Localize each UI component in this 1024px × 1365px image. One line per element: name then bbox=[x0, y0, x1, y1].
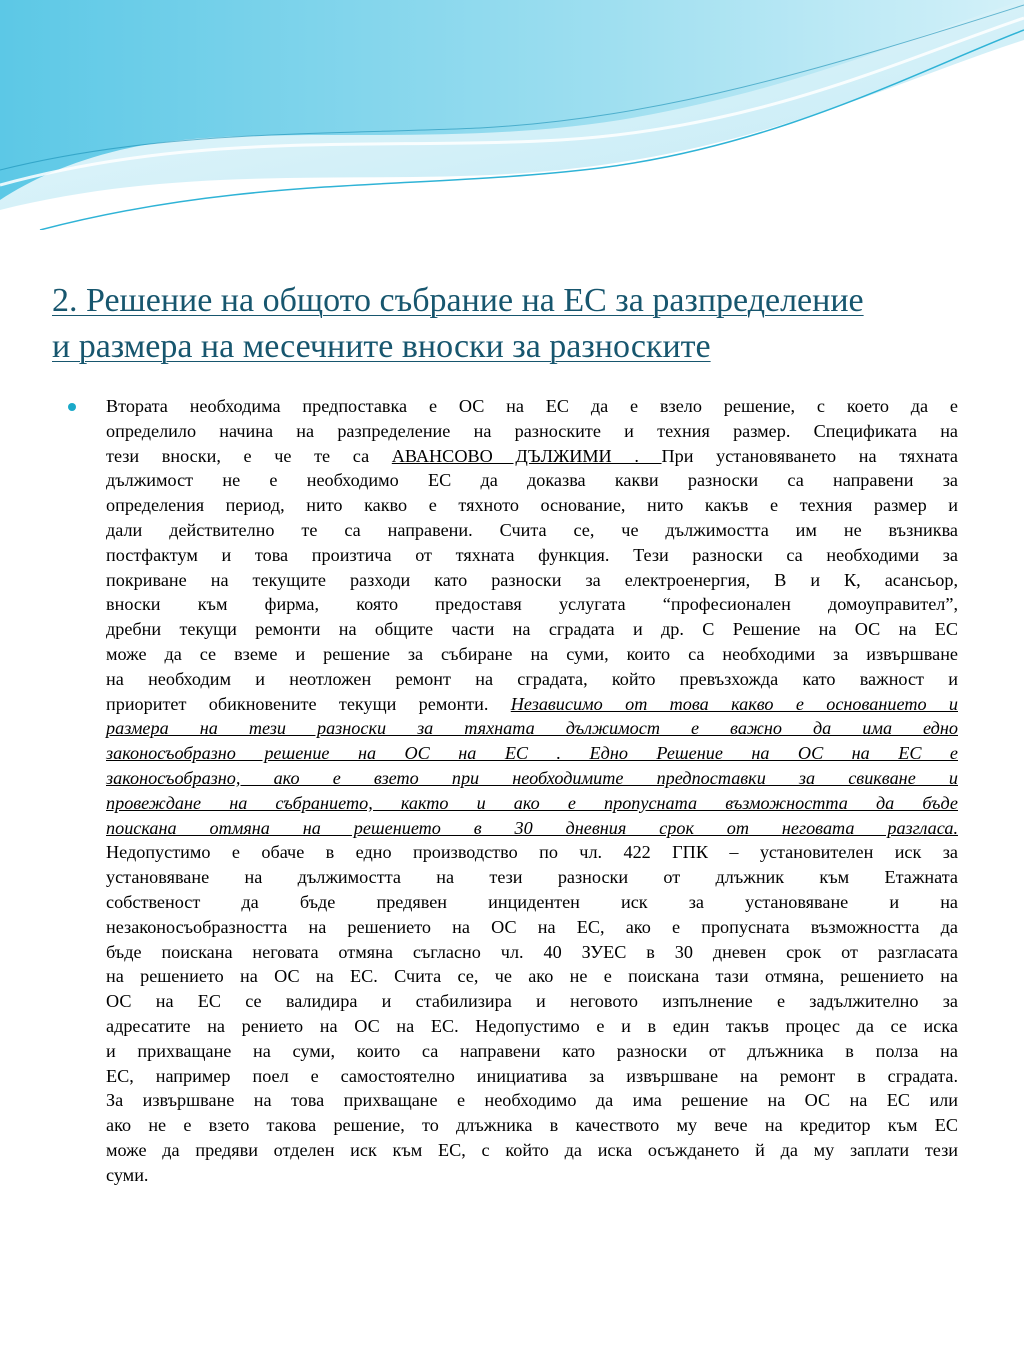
body-line bbox=[106, 468, 958, 493]
body-line bbox=[106, 617, 958, 642]
body-line bbox=[106, 840, 958, 865]
body-line bbox=[106, 444, 958, 469]
body-text-run: покриване на текущите разходи като разноски за електроенергия, В и К, асансьор, bbox=[106, 569, 958, 590]
body-line bbox=[106, 816, 958, 841]
body-line bbox=[106, 1039, 958, 1064]
body-text-run: на необходим и неотложен ремонт на сградата, който превъзхожда като важност и bbox=[106, 668, 958, 689]
body-line bbox=[106, 1064, 958, 1089]
body-text-run: бъде поискана неговата отмяна съгласно чл. 40 ЗУЕС в 30 дневен срок от разгласата bbox=[106, 941, 958, 962]
body-line bbox=[106, 989, 958, 1014]
emphasized-text: законосъобразно, ако е взето при необходимите предпоставки за свикване и bbox=[106, 767, 958, 788]
body-text-run: вноски към фирма, която предоставя услугата “професионален домоуправител”, bbox=[106, 594, 958, 615]
body-text-run: За извършване на това прихващане е необходимо да има решение на ОС на ЕС или bbox=[106, 1090, 958, 1111]
body-text-run: суми. bbox=[106, 1164, 149, 1185]
round-bullet-icon bbox=[68, 403, 76, 411]
emphasized-text: размера на тези разноски за тяхната дължимост е важно да има едно bbox=[106, 718, 958, 739]
body-line bbox=[106, 865, 958, 890]
decorative-wave-header bbox=[0, 0, 1024, 230]
body-text-run: може да предяви отделен иск към ЕС, с който да иска осъждането й да му заплати тези bbox=[106, 1139, 958, 1160]
body-line bbox=[106, 1163, 958, 1188]
body-text-run: собственост да бъде предявен инцидентен иск за установяване и на bbox=[106, 891, 958, 912]
body-text-run: адресатите на рението на ОС на ЕС. Недопустимо е и в един такъв процес да се иска bbox=[106, 1015, 958, 1036]
body-text-run: незаконосъобразността на решението на ОС на ЕС, ако е пропусната възможността да bbox=[106, 916, 958, 937]
body-line bbox=[106, 741, 958, 766]
body-text-run: дребни текущи ремонти на общите части на сградата и др. С Решение на ОС на ЕС bbox=[106, 619, 958, 640]
body-line bbox=[106, 1113, 958, 1138]
body-text-run: ОС на ЕС се валидира и стабилизира и неговото изпълнение е задължително за bbox=[106, 991, 958, 1012]
body-line bbox=[106, 642, 958, 667]
body-line bbox=[106, 667, 958, 692]
body-text-run: постфактум и това произтича от тяхната функция. Тези разноски са необходими за bbox=[106, 544, 958, 565]
body-text-run: дали действително те са направени. Счита се, че дължимостта им не възниква bbox=[106, 519, 958, 540]
body-text-run: ЕС, например поел е самостоятелно инициатива за извършване на ремонт в сградата. bbox=[106, 1065, 958, 1086]
body-line bbox=[106, 716, 958, 741]
body-text-run: дължимост не е необходимо ЕС да доказва какви разноски са направени за bbox=[106, 470, 958, 491]
body-text-run: определения период, нито какво е тяхното основание, нито какъв е техния размер и bbox=[106, 495, 958, 516]
body-line bbox=[106, 964, 958, 989]
slide-title bbox=[52, 278, 982, 370]
body-text-run: установяване на дължимостта на тези разноски от длъжник към Етажната bbox=[106, 867, 958, 888]
body-line bbox=[106, 915, 958, 940]
body-paragraph bbox=[106, 394, 958, 1188]
body-text-run: приоритет обикновените текущи ремонти. bbox=[106, 693, 511, 714]
body-text-run: Втората необходима предпоставка е ОС на ЕС да е взело решение, с което да е bbox=[106, 396, 958, 416]
body-line bbox=[106, 394, 958, 419]
body-text-run: може да се вземе и решение за събиране на суми, които са необходими за извършване bbox=[106, 643, 958, 664]
body-line bbox=[106, 766, 958, 791]
body-text-run: ако не е взето такова решение, то длъжника в качеството му вече на кредитор към ЕС bbox=[106, 1115, 958, 1136]
body-line bbox=[106, 890, 958, 915]
emphasized-text: поискана отмяна на решението в 30 дневния срок от неговата разгласа. bbox=[106, 817, 958, 838]
body-line bbox=[106, 1088, 958, 1113]
emphasized-text: АВАНСОВО ДЪЛЖИМИ . bbox=[391, 445, 662, 466]
emphasized-text: законосъобразно решение на ОС на ЕС . Едно Решение на ОС на ЕС е bbox=[106, 743, 958, 764]
body-text-run: При установяването на тяхната bbox=[661, 445, 958, 466]
body-text-run: на решението на ОС на ЕС. Счита се, че ако не е поискана тази отмяна, решението на bbox=[106, 966, 958, 987]
body-text-run: определило начина на разпределение на разноските и техния размер. Спецификата на bbox=[106, 420, 958, 441]
body-line bbox=[106, 1014, 958, 1039]
body-line bbox=[106, 1138, 958, 1163]
emphasized-text: провеждане на събранието, както и ако е пропусната възможността да бъде bbox=[106, 792, 958, 813]
body-line bbox=[106, 592, 958, 617]
body-line bbox=[106, 518, 958, 543]
body-line bbox=[106, 692, 958, 717]
slide-title-line: 2. Решение на общото събрание на ЕС за разпределение bbox=[52, 282, 864, 319]
slide-title-line: и размера на месечните вноски за разноските bbox=[52, 328, 711, 365]
body-line bbox=[106, 568, 958, 593]
body-line bbox=[106, 940, 958, 965]
body-text-run: тези вноски, е че те са bbox=[106, 445, 392, 466]
body-text-run: Недопустимо е обаче в едно производство по чл. 422 ГПК – установителен иск за bbox=[106, 842, 958, 863]
body-line bbox=[106, 543, 958, 568]
body-text-run: и прихващане на суми, които са направени като разноски от длъжника в полза на bbox=[106, 1040, 958, 1061]
emphasized-text: Независимо от това какво е основанието и bbox=[510, 693, 958, 714]
body-line bbox=[106, 791, 958, 816]
body-line bbox=[106, 493, 958, 518]
body-line bbox=[106, 419, 958, 444]
